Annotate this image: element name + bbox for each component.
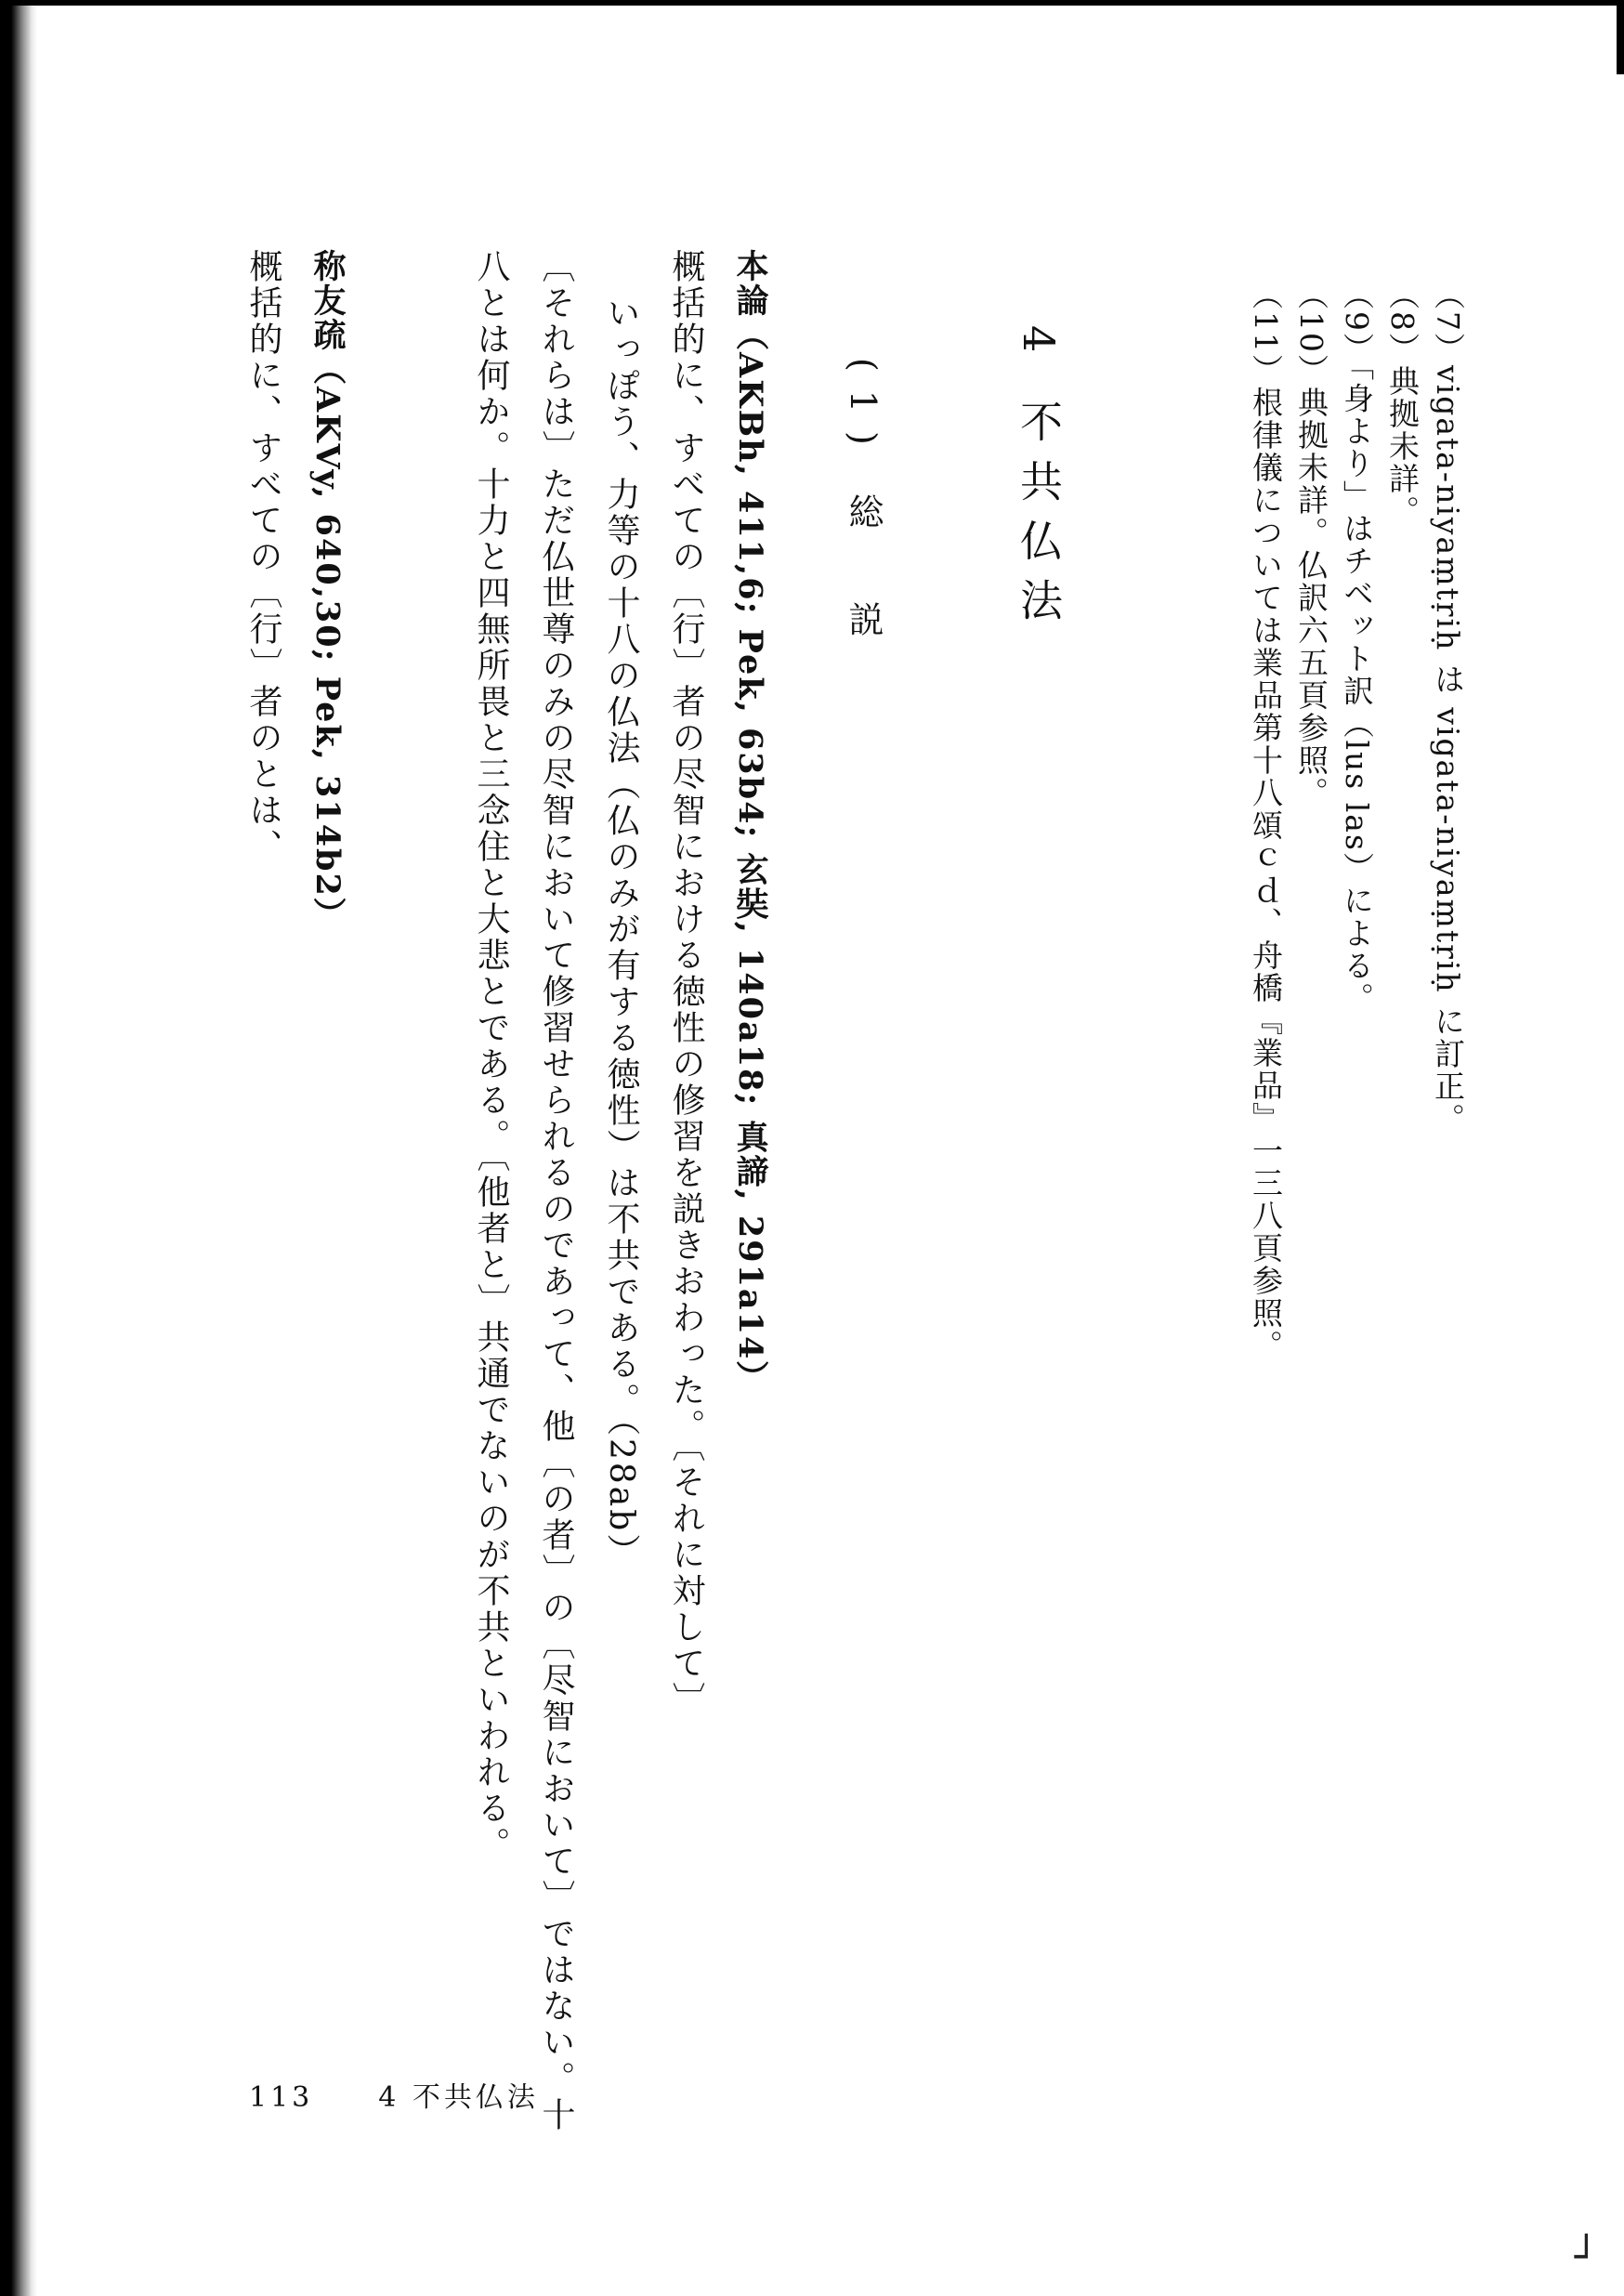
note-text: 典拠未詳。仏訳六五頁参照。 (1293, 387, 1329, 809)
note-8 (1384, 279, 1421, 528)
note-text: 根律儀については業品第十八頌ｃｄ、舟橋『業品』一三八頁参照。 (1248, 387, 1284, 1362)
scan-edge-top (0, 0, 1624, 6)
shouyushu-line-1: 概括的に、すべての〔行〕者のとは、 (244, 249, 282, 865)
note-number: （11） (1248, 279, 1284, 387)
scan-edge-right (1617, 0, 1624, 74)
crop-mark-icon: ┘ (1574, 2234, 1598, 2279)
chapter-title: 4 不共仏法 (1014, 325, 1064, 637)
note-7 (1430, 279, 1466, 1136)
honron-line-2: いっぽう、力等の十八の仏法（仏のみが有する徳性）は不共である。（28ab） (602, 295, 640, 1570)
shouyushu-heading: 称友疏（AKVy, 640,30; Pek, 314b2） (308, 249, 347, 932)
section-title: (1) 総 説 (843, 358, 884, 655)
honron-line-1: 概括的に、すべての〔行〕者の尽智における徳性の修習を説きおわった。〔それに対して〕 (667, 249, 705, 1718)
note-text: 典拠未詳。 (1384, 365, 1421, 528)
note-text: vigata-niyaṃtṛiḥ は vigata-niyaṃtṛiḥ に訂正。 (1430, 365, 1466, 1136)
note-number: （8） (1384, 279, 1421, 365)
note-text: 「身より」はチベット訳（lus las）による。 (1339, 365, 1375, 1015)
binding-edge (0, 0, 37, 2296)
note-10 (1293, 279, 1329, 809)
page-number: 113 (249, 2081, 314, 2114)
honron-line-4: 八とは何か。十力と四無所畏と三念住と大悲とである。〔他者と〕共通でないのが不共といわれる。 (472, 249, 510, 1863)
honron-heading: 本論（AKBh, 411,6; Pek, 63b4; 玄奘, 140a18; 真諦, 291a14） (731, 249, 769, 1396)
note-9 (1339, 279, 1375, 1015)
honron-line-3: 〔それらは〕ただ仏世尊のみの尽智において修習せられるのであって、他〔の者〕の〔尽智において〕ではない。十 (537, 249, 575, 2133)
note-number: （7） (1430, 279, 1466, 365)
note-number: （10） (1293, 279, 1329, 387)
running-title: 4 不共仏法 (378, 2081, 539, 2114)
note-11 (1248, 279, 1284, 1362)
note-number: （9） (1339, 279, 1375, 365)
footer (249, 2074, 539, 2115)
